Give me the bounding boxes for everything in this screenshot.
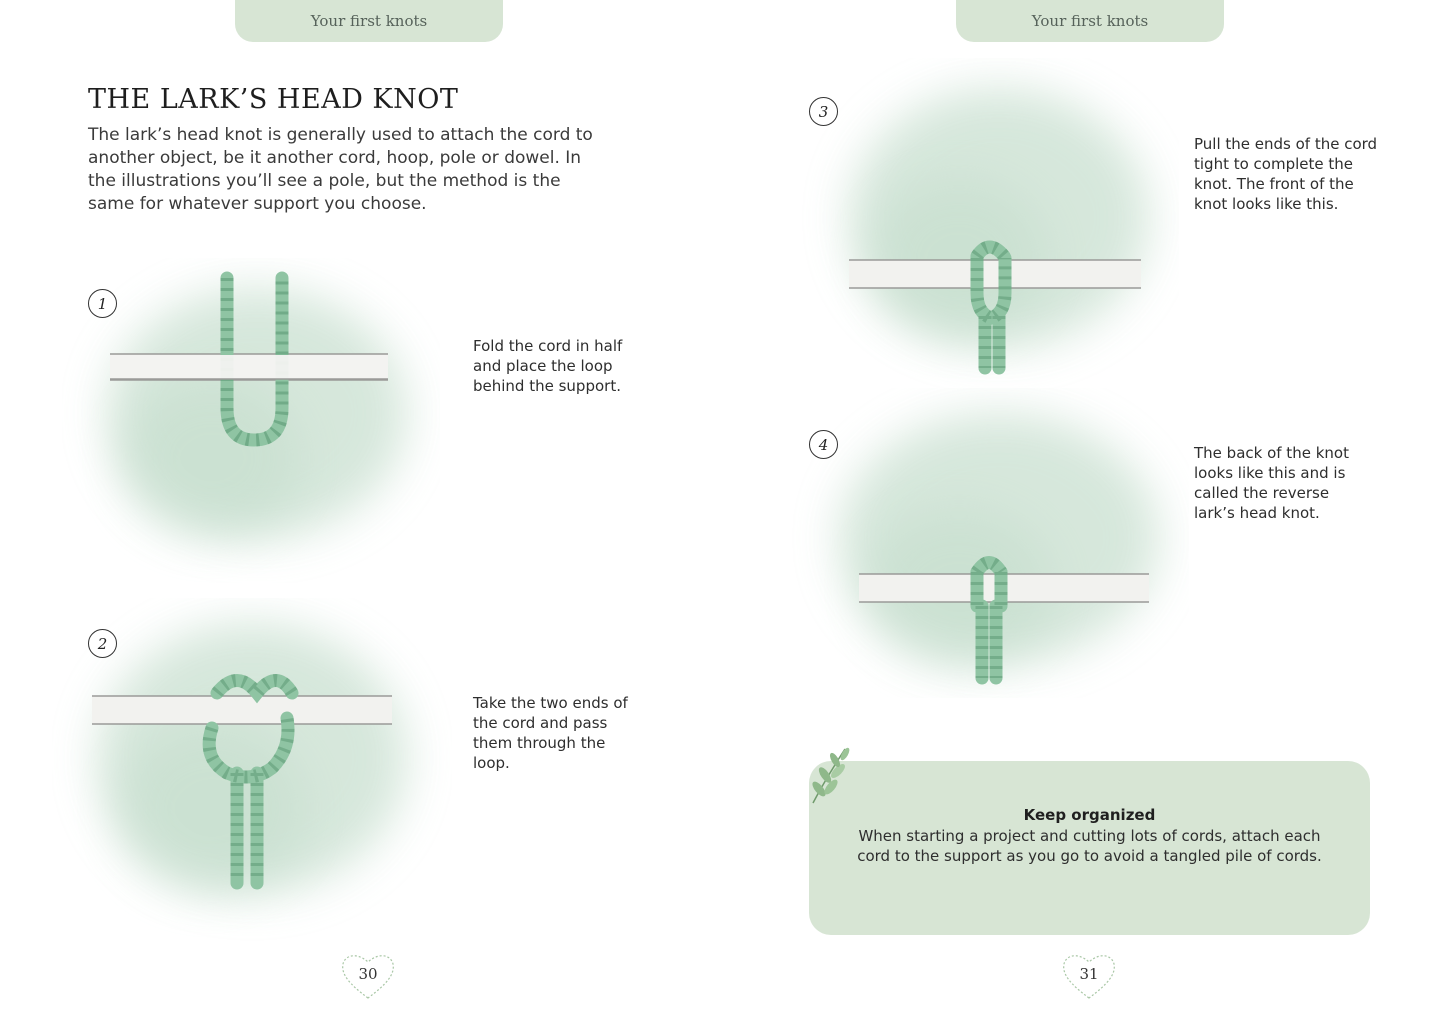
- intro-paragraph: The lark’s head knot is generally used to attach the cord to another object, be it another cord, hoop, pole or dowel. In the illustrations you’ll see a pole, but the method is the same for whatever support you choose.: [88, 125, 593, 214]
- step-2-text: Take the two ends of the cord and pass them through the loop.: [473, 694, 628, 772]
- step-3-text: Pull the ends of the cord tight to complete the knot. The front of the knot looks like this.: [1194, 135, 1378, 213]
- chapter-header-tab: [235, 0, 503, 42]
- chapter-header-label: Your first knots: [310, 12, 428, 30]
- step-2-number-badge: 2: [88, 629, 117, 658]
- chapter-header-tab: [956, 0, 1224, 42]
- step-4-illustration: [779, 388, 1189, 698]
- step-4-text: The back of the knot looks like this and is called the reverse lark’s head knot.: [1194, 444, 1349, 522]
- page-number-badge: 30: [337, 950, 399, 1002]
- step-1-illustration: [62, 258, 440, 583]
- leaf-sprig-icon: [805, 745, 855, 809]
- right-page: [723, 0, 1445, 1013]
- tip-body: When starting a project and cutting lots of cords, attach each cord to the support as you go to avoid a tangled pile of cords.: [857, 827, 1322, 865]
- tip-box: [809, 761, 1370, 935]
- step-1-number-badge: 1: [88, 289, 117, 318]
- page-title: THE LARK’S HEAD KNOT: [88, 84, 459, 115]
- left-page: [0, 0, 722, 1013]
- step-4-number-badge: 4: [809, 430, 838, 459]
- step-1-text: Fold the cord in half and place the loop behind the support.: [473, 337, 623, 395]
- step-3-illustration: [799, 58, 1179, 388]
- step-3-number-badge: 3: [809, 97, 838, 126]
- chapter-header-label: Your first knots: [1031, 12, 1149, 30]
- tip-title: Keep organized: [1023, 806, 1156, 824]
- page-number-badge: 31: [1058, 950, 1120, 1002]
